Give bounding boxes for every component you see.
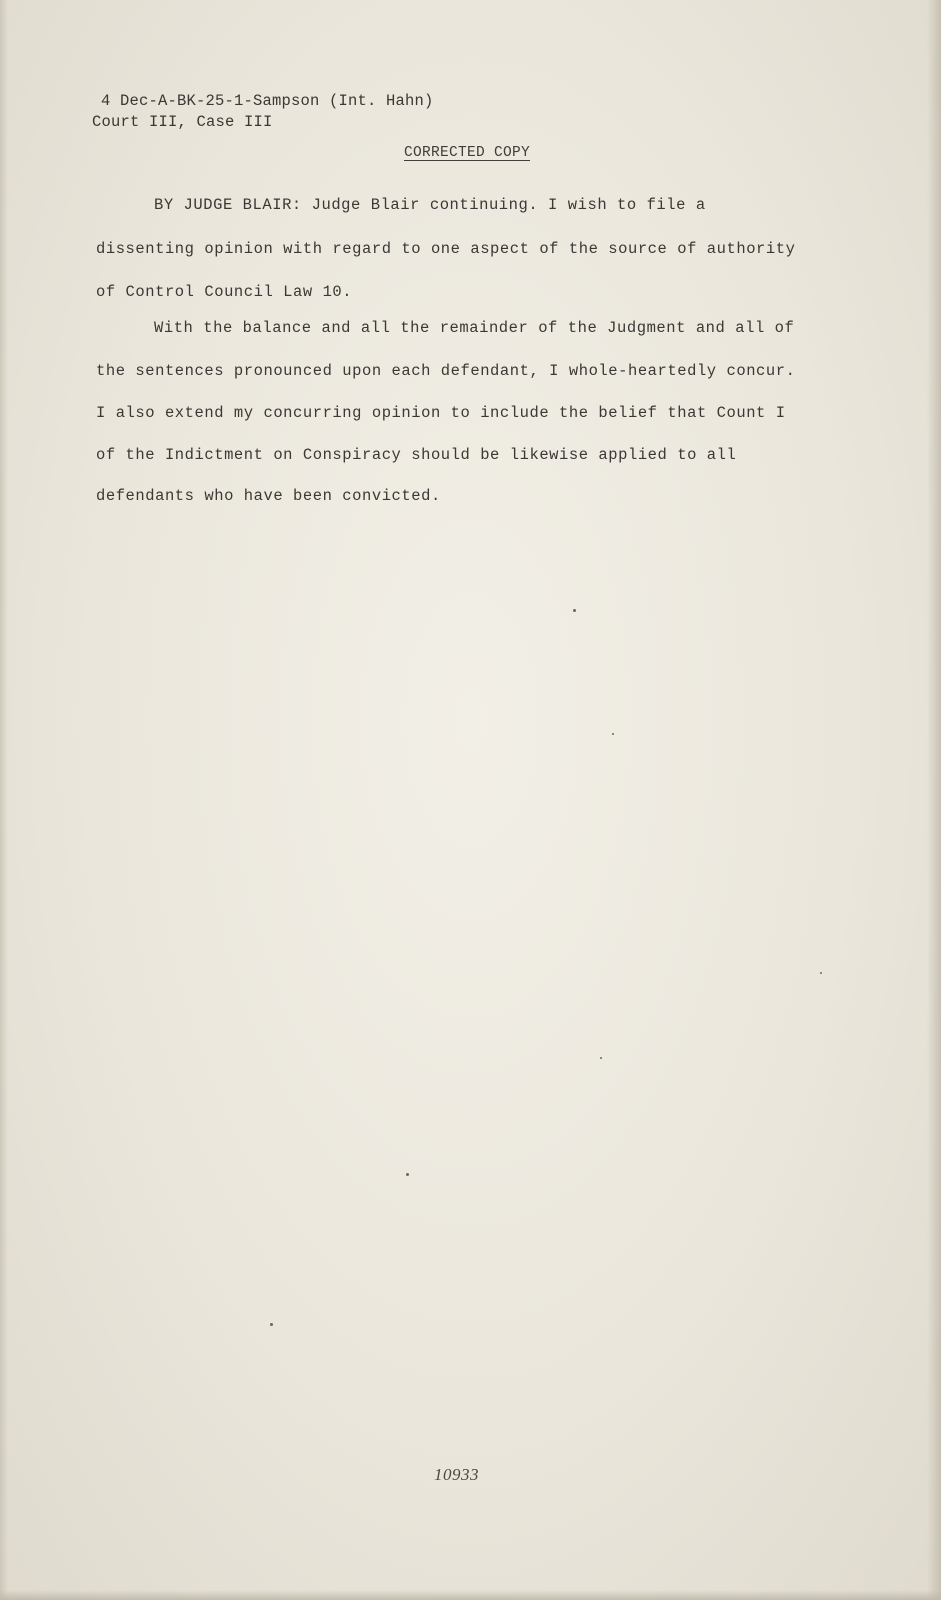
paragraph-line: dissenting opinion with regard to one aspect of the source of authority bbox=[96, 240, 796, 258]
paper-speck bbox=[573, 609, 576, 612]
paper-speck bbox=[600, 1057, 602, 1059]
paper-speck bbox=[406, 1173, 409, 1176]
page-edge-right bbox=[927, 0, 941, 1600]
paragraph-line: of the Indictment on Conspiracy should be likewise applied to all bbox=[96, 446, 737, 464]
paper-speck bbox=[820, 972, 822, 974]
paragraph-line: defendants who have been convicted. bbox=[96, 487, 441, 505]
paper-speck bbox=[612, 733, 614, 735]
paragraph-line: BY JUDGE BLAIR: Judge Blair continuing. I wish to file a bbox=[154, 196, 706, 214]
document-title: CORRECTED COPY bbox=[404, 145, 531, 161]
paper-speck bbox=[270, 1323, 273, 1326]
paragraph-line: of Control Council Law 10. bbox=[96, 283, 353, 301]
court-case-line: Court III, Case III bbox=[92, 113, 273, 131]
document-reference-line: 4 Dec-A-BK-25-1-Sampson (Int. Hahn) bbox=[101, 92, 434, 110]
page-edge-left bbox=[0, 0, 8, 1600]
paragraph-line: the sentences pronounced upon each defendant, I whole-heartedly concur. bbox=[96, 362, 796, 380]
paragraph-line: I also extend my concurring opinion to include the belief that Count I bbox=[96, 404, 786, 422]
page-edge-bottom bbox=[0, 1590, 941, 1600]
paragraph-line: With the balance and all the remainder of the Judgment and all of bbox=[154, 319, 795, 337]
page-number: 10933 bbox=[434, 1465, 479, 1484]
